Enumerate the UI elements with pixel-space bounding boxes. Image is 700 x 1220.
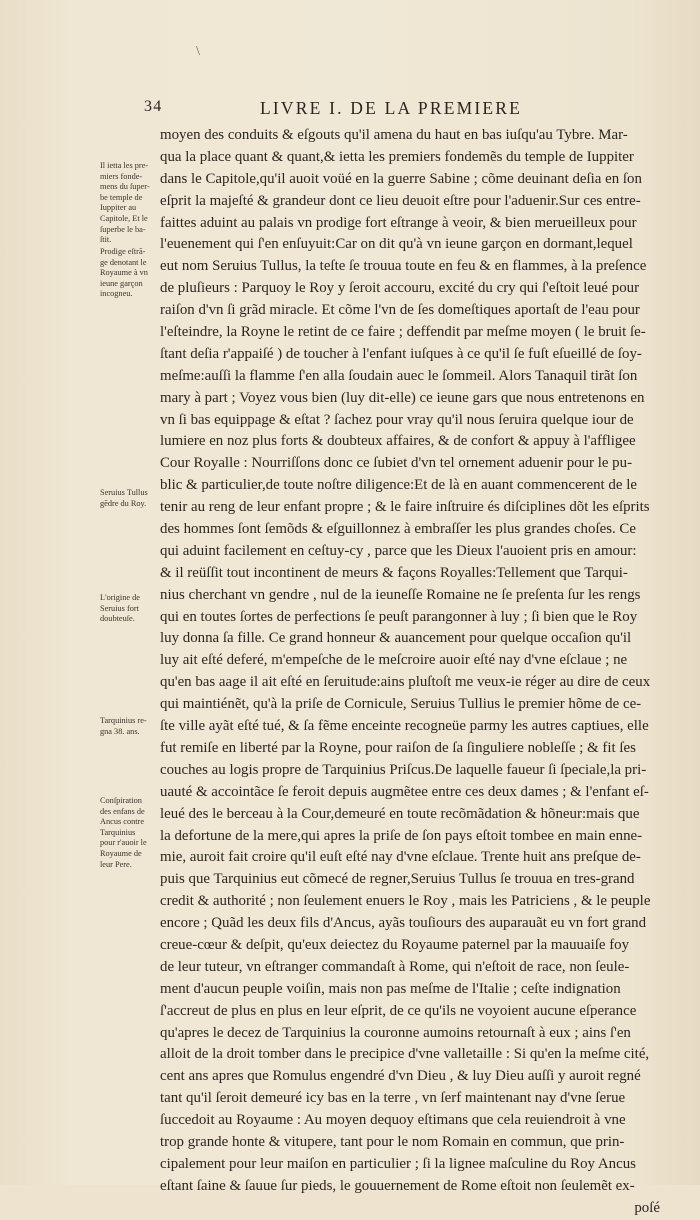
margin-note-line: mens du ſuper- (100, 182, 150, 192)
margin-note-line: ieune garçon (100, 278, 143, 288)
text-line: eſprit la majeſté & grandeur dont ce lieu deuoit eſtre pour l'aduenir.Sur ces entre- (160, 192, 641, 209)
text-line: creue-cœur & deſpit, qu'eux deiectez du Royaume paternel par la mauuaiſe foy (160, 936, 630, 953)
text-line: qu'apres le decez de Tarquinius la couronne aumoins retournaſt à eux ; ains ſ'en (160, 1024, 631, 1041)
margin-note-line: pour r'auoir le (100, 838, 147, 848)
margin-note-line: Tarquinius re- (100, 716, 147, 725)
running-head: LIVRE I. DE LA PREMIERE (260, 98, 523, 118)
text-line: ſte ville ayãt eſté tué, & ſa fẽme enceinte recogneüe parmy les autres captiues, elle (160, 718, 649, 735)
text-line: ſuccedoit au Royaume : Au moyen dequoy eſtimans que cela reuiendroit à vne (160, 1112, 626, 1129)
text-line: l'eſteindre, la Royne le retint de ce faire ; deffendit par meſme moyen ( le bruit ſe- (160, 324, 646, 341)
margin-note-line: Seruius Tullus (100, 488, 148, 497)
text-line: lumiere en noz plus forts & doubteux affaires, & de confort & appuy à l'affligee (160, 433, 636, 450)
text-line: dans le Capitole,qu'il auoit voüé en la guerre Sabine ; cõme deuinant deſia en ſon (160, 170, 642, 187)
text-line: trop grande honte & vitupere, tant pour le nom Romain en commun, que prin- (160, 1133, 625, 1150)
text-line: nius cherchant vn gendre , nul de la ieuneſſe Romaine ne ſe preſenta ſur les rengs (160, 586, 641, 603)
margin-note-line: Il ietta les pre- (100, 161, 149, 170)
text-line: l'euenement qui ſ'en enſuyuit:Car on dit qu'à vn ieune garçon en dormant,lequel (160, 236, 633, 253)
margin-note-line: Royaume à vn (100, 268, 148, 278)
margin-note (100, 161, 160, 246)
text-line: vn ſi bas equippage & eſtat ? ſachez pour vray qu'il nous ſeruira quelque iour de (160, 411, 634, 428)
text-line: credit & authorité ; non ſeulement enuers le Roy , mais les Patriciens , & le peuple (160, 893, 651, 910)
text-line: cent ans apres que Romulus engendré d'vn Dieu , & luy Dieu auſſi y auroit regné (160, 1068, 641, 1085)
text-line: mary à part ; Voyez vous bien (luy dit-elle) ce ieune gars que nous entretenons en (160, 389, 645, 406)
margin-note-line: Seruius fort (100, 603, 139, 613)
text-line: fut remiſe en liberté par la Royne, pour raiſon de ſa ſinguliere nobleſſe ; & fit ſes (160, 739, 636, 756)
text-line: & il reüſſit tout incontinent de meurs & façons Royalles:Tellement que Tarqui- (160, 564, 628, 581)
text-line: des hommes ſont ſemõds & eſguillonnez à embraſſer les plus grandes choſes. Ce (160, 521, 636, 538)
text-line: meſme:auſſi la flamme ſ'en alla ſoudain auec le ſommeil. Alors Tanaquil tirãt ſon (160, 367, 638, 384)
text-line: Cour Royalle : Nourriſſons donc ce ſubiet d'vn tel ornement aduenir pour le pu- (160, 455, 633, 472)
margin-note-line: Tarquinius (100, 827, 136, 837)
margin-note-line: leur Pere. (100, 859, 132, 869)
text-line: moyen des conduits & eſgouts qu'il amena du haut en bas iuſqu'au Tybre. Mar- (160, 127, 628, 143)
text-line: luy donna ſa fille. Ce grand honneur & auancement pour quelque occaſion qu'il (160, 630, 632, 647)
text-line: la defortune de la mere,qui apres la priſe de ſon pays eſtoit tombee en main enne- (160, 827, 643, 844)
text-line: poſé (634, 1199, 660, 1216)
text-line: leué des le berceau à la Cour,demeuré en toute recõmãdation & hõneur:mais que (160, 805, 640, 822)
margin-note-line: gna 38. ans. (100, 726, 140, 736)
margin-note-line: incogneu. (100, 289, 133, 299)
margin-note-line: ſtit. (100, 235, 112, 245)
text-line: qui maintiénẽt, qu'à la priſe de Cornicule, Seruius Tullius le premier hõme de ce- (160, 696, 642, 713)
margin-note-line: des enfans de (100, 806, 145, 816)
margin-note-line: Iuppiter au (100, 203, 137, 213)
stray-ink-mark: \ (196, 44, 200, 59)
text-line: tant qu'il ſeroit demeuré icy bas en la terre , vn ſerf maintenant nay d'vne ſerue (160, 1090, 626, 1107)
text-line: eut nom Seruius Tullus, la teſte ſe trouua toute en feu & en flammes, à la preſence (160, 258, 647, 275)
text-line: puis que Tarquinius eut cõmecé de regner,Seruius Tullus ſe trouua en tres-grand (160, 871, 635, 888)
page-header (140, 98, 660, 122)
margin-note-line: ſuperbe le ba- (100, 224, 146, 234)
margin-note-line: L'origine de (100, 593, 140, 602)
text-line: alloit de la droit tomber dans le precipice d'vne valletaille : Si qu'en la meſme cité, (160, 1046, 650, 1063)
text-line: luy ait eſté deferé, m'empeſche de le meſcroire auoir eſté nay d'vne eſclaue ; ne (160, 652, 628, 669)
text-line: ment d'aucun peuple voiſin, mais non pas meſme de l'Italie ; ceſte indignation (160, 980, 621, 997)
margin-note (100, 593, 160, 625)
text-line: ſtant deſia r'appaiſé ) de toucher à l'enfant iuſques à ce qu'il ſe fuſt eſueillé de ſoy- (160, 345, 642, 362)
text-line: encore ; Quãd les deux fils d'Ancus, ayãs touſiours des auparauãt eu vn fort grand (160, 915, 647, 932)
text-line: tenir au reng de leur enfant propre ; & le faire inſtruire és diſciplines dõt les eſprits (160, 499, 650, 516)
page-number: 34 (144, 98, 163, 115)
text-line: qu'en bas aage il ait eſté en ſeruitude:ains pluſtoſt me veux-ie réger au dire de ceux (160, 674, 651, 691)
text-line: uauté & accointãce ſe feroit depuis augmẽtee entre ces deux dames ; & l'enfant eſ- (160, 783, 649, 800)
text-line: qui aduint facilement en ceſtuy-cy , parce que les Dieux l'auoient pris en amour: (160, 542, 637, 559)
margin-note-line: Ancus contre (100, 817, 145, 827)
margin-note-line: Royaume de (100, 848, 142, 858)
margin-note-line: Capitole, Et le (100, 213, 148, 223)
margin-note-line: gẽdre du Roy. (100, 498, 147, 508)
margin-note (100, 796, 160, 870)
margin-note-line: miers fonde- (100, 171, 143, 181)
margin-note-line: doubteuſe. (100, 614, 135, 624)
text-line: cipalement pour leur maiſon en particulier ; ſi la lignee maſculine du Roy Ancus (160, 1155, 636, 1172)
margin-note (100, 488, 160, 509)
body-text (160, 125, 660, 1220)
margin-note-line: Conſpiration (100, 796, 142, 805)
margin-note-line: ge denotant le (100, 257, 147, 267)
text-line: mie, auroit fait croire qu'il euſt eſté nay d'vne eſclaue. Trente huit ans preſque de- (160, 849, 641, 866)
text-line: ſ'accreut de plus en plus en leur eſprit, de ce qu'ils ne voyoient aucune eſperance (160, 1002, 637, 1019)
margin-note (100, 247, 160, 300)
margin-note (100, 716, 160, 737)
text-line: de leur tuteur, vn eſtranger commandaſt à Rome, qui n'eſtoit de race, non ſeule- (160, 958, 630, 975)
margin-note-line: Prodige eſtrã- (100, 247, 146, 256)
text-line: de pluſieurs : Parquoy le Roy y ſeroit accouru, excité du cry qui ſ'eſtoit leué pour (160, 280, 640, 297)
text-line: eſtant ſaine & ſauue ſur pieds, le gouuernement de Rome eſtoit non ſeulemẽt ex- (160, 1177, 635, 1194)
text-line: raiſon d'vn ſi grãd miracle. Et cõme l'vn de ſes domeſtiques aportaſt de l'eau pour (160, 302, 640, 319)
text-line: qua la place quant & quant,& ietta les premiers fondemẽs du temple de Iuppiter (160, 148, 634, 165)
margin-note-line: be temple de (100, 192, 143, 202)
text-line: qui en toutes ſortes de perfections ſe peuſt parangonner à luy ; ſi bien que le Roy (160, 608, 638, 625)
text-line: faittes aduint au palais vn prodige fort eſtrange à veoir, & bien merueilleux pour (160, 214, 637, 231)
text-line: couches au logis propre de Tarquinius Priſcus.De laquelle faueur ſi ſpeciale,la pri- (160, 761, 647, 778)
text-line: blic & particulier,de toute noſtre diligence:Et de là en auant commencerent de le (160, 477, 637, 494)
